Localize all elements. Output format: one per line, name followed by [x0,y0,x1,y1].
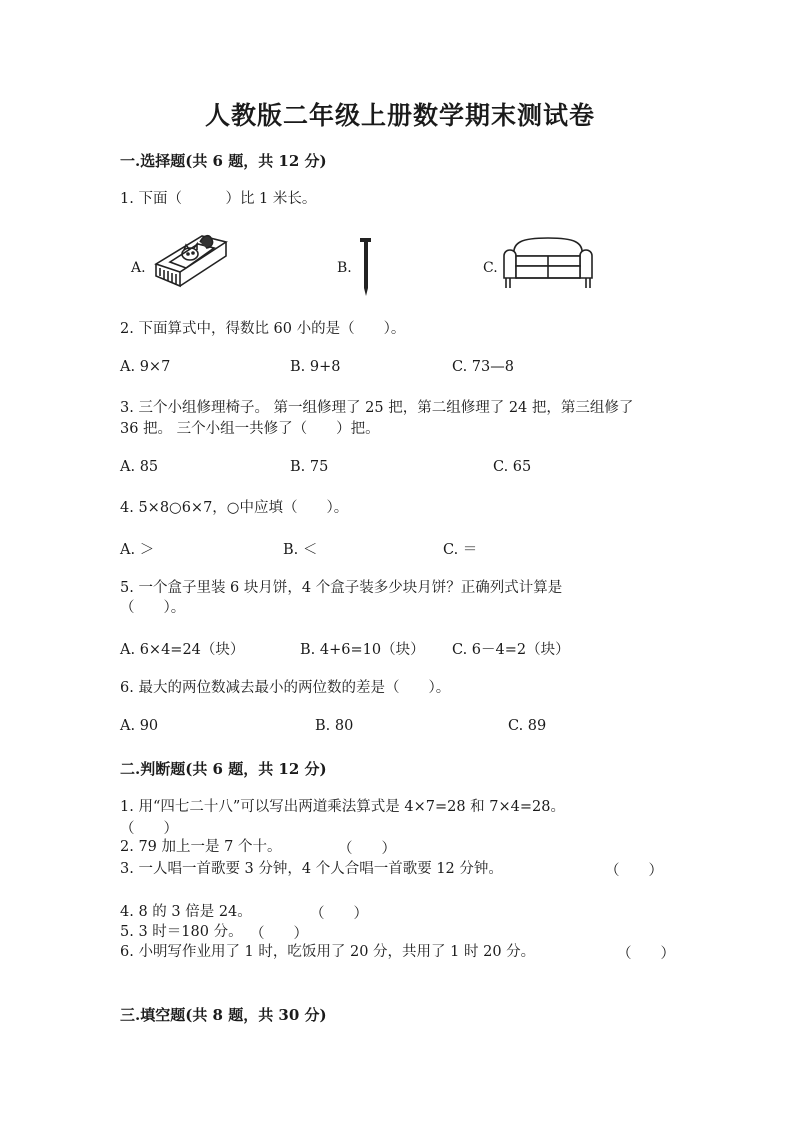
q5-option-a: A. 6×4=24（块） [120,642,245,658]
question-2: 2. 下面算式中，得数比 60 小的是（ ）。 [120,321,406,337]
judgment-4: 4. 8 的 3 倍是 24。 [120,904,252,920]
question-5-line2: （ ）。 [120,600,186,616]
q2-option-a: A. 9×7 [120,359,171,375]
page-title: 人教版二年级上册数学期末测试卷 [204,101,595,130]
judgment-6: 6. 小明写作业用了 1 时，吃饭用了 20 分，共用了 1 时 20 分。 [120,944,536,960]
question-3-line1: 3. 三个小组修理椅子。 第一组修理了 25 把，第二组修理了 24 把，第三组修了 [120,400,634,416]
q2-option-c: C. 73—8 [452,359,514,375]
judgment-2-answer[interactable]: （ ） [338,841,396,857]
q4-option-c: C. ＝ [443,542,478,558]
matchbox-icon [150,228,230,290]
q3-option-a: A. 85 [120,459,159,475]
question-6: 6. 最大的两位数减去最小的两位数的差是（ ）。 [120,680,451,696]
section-heading-fill-in: 三.填空题(共 8 题，共 30 分) [120,1006,327,1024]
q5-option-c: C. 6－4=2（块） [452,642,570,658]
q6-option-c: C. 89 [508,718,547,734]
nail-icon [358,238,374,296]
q3-option-b: B. 75 [290,459,329,475]
section-heading-judgment: 二.判断题(共 6 题，共 12 分) [120,760,327,778]
question-4: 4. 5×8○6×7，○中应填（ ）。 [120,500,349,516]
q5-option-b: B. 4+6=10（块） [300,642,425,658]
option-a-label: A. [131,260,146,276]
judgment-5-answer[interactable]: （ ） [250,926,308,942]
q4-option-a: A. ＞ [120,542,155,558]
question-1: 1. 下面（ ）比 1 米长。 [120,191,317,207]
judgment-2: 2. 79 加上一是 7 个十。 [120,839,282,855]
sofa-icon [502,234,594,292]
question-3-line2: 36 把。 三个小组一共修了（ ）把。 [120,421,380,437]
judgment-6-answer[interactable]: （ ） [617,946,675,962]
judgment-1: 1. 用“四七二十八”可以写出两道乘法算式是 4×7=28 和 7×4=28。 [120,799,565,815]
q3-option-c: C. 65 [493,459,532,475]
section-heading-choice: 一.选择题(共 6 题，共 12 分) [120,152,327,170]
q4-option-b: B. ＜ [283,542,318,558]
q6-option-a: A. 90 [120,718,159,734]
option-c-label: C. [483,260,498,276]
question-5-line1: 5. 一个盒子里装 6 块月饼，4 个盒子装多少块月饼？正确列式计算是 [120,580,563,596]
option-b-label: B. [337,260,352,276]
judgment-5: 5. 3 时＝180 分。 [120,924,243,940]
judgment-3-answer[interactable]: （ ） [605,863,663,879]
judgment-3: 3. 一人唱一首歌要 3 分钟，4 个人合唱一首歌要 12 分钟。 [120,861,503,877]
q2-option-b: B. 9+8 [290,359,341,375]
q6-option-b: B. 80 [315,718,354,734]
judgment-1-answer[interactable]: （ ） [120,821,178,837]
judgment-4-answer[interactable]: （ ） [310,906,368,922]
